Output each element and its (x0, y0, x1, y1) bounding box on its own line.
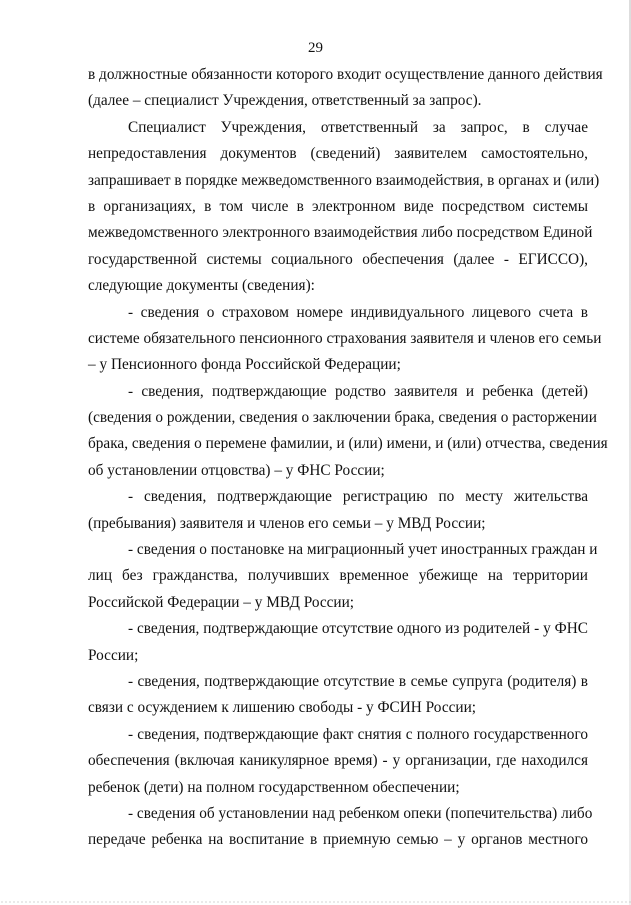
text-line: - сведения, подтверждающие регистрацию по месту жительства (128, 488, 588, 506)
text-line: (далее – специалист Учреждения, ответственный за запрос). (88, 92, 482, 110)
text-line: России; (88, 646, 139, 664)
text-line: запрашивает в порядке межведомственного взаимодействия, в органах и (или) (88, 171, 600, 189)
text-line: Специалист Учреждения, ответственный за запрос, в случае (128, 118, 588, 136)
text-line: ребенок (дети) на полном государственном обеспечении; (88, 778, 460, 796)
text-line: - сведения, подтверждающие родство заявителя и ребенка (детей) (128, 382, 588, 400)
text-line: - сведения, подтверждающие факт снятия с полного государственного (128, 725, 588, 743)
text-line: следующие документы (сведения): (88, 277, 315, 295)
text-line: лиц без гражданства, получивших временное убежище на территории (88, 567, 588, 585)
text-line: об установлении отцовства) – у ФНС России; (88, 461, 385, 479)
text-line: государственной системы социального обеспечения (далее - ЕГИССО), (88, 250, 588, 268)
text-line: (сведения о рождении, сведения о заключении брака, сведения о расторжении (88, 409, 597, 427)
text-line: Российской Федерации – у МВД России; (88, 593, 355, 611)
text-line: обеспечения (включая каникулярное время) - у организации, где находился (88, 752, 588, 770)
text-line: системе обязательного пенсионного страхования заявителя и членов его семьи (88, 329, 602, 347)
text-line: - сведения о страховом номере индивидуального лицевого счета в (128, 303, 588, 321)
text-line: передаче ребенка на воспитание в приемную семью – у органов местного (88, 831, 588, 849)
text-line: - сведения, подтверждающие отсутствие одного из родителей - у ФНС (128, 620, 588, 638)
text-line: – у Пенсионного фонда Российской Федерации; (88, 356, 401, 374)
text-line: - сведения об установлении над ребенком опеки (попечительства) либо (128, 804, 593, 822)
text-line: межведомственного электронного взаимодействия либо посредством Единой (88, 224, 593, 242)
text-line: непредоставления документов (сведений) заявителем самостоятельно, (88, 145, 588, 163)
scan-bottom-edge (0, 901, 631, 903)
text-line: брака, сведения о перемене фамилии, и (или) имени, и (или) отчества, сведения (88, 435, 608, 453)
text-line: - сведения о постановке на миграционный учет иностранных граждан и (128, 541, 598, 559)
text-line: - сведения, подтверждающие отсутствие в семье супруга (родителя) в (128, 672, 588, 690)
text-line: в должностные обязанности которого входит осуществление данного действия (88, 66, 603, 83)
body-text (88, 62, 608, 854)
text-line: (пребывания) заявителя и членов его семьи – у МВД России; (88, 514, 486, 532)
page-number: 29 (308, 40, 323, 56)
text-line: связи с осуждением к лишению свободы - у ФСИН России; (88, 699, 477, 717)
text-line: в организациях, в том числе в электронном виде посредством системы (88, 197, 588, 215)
